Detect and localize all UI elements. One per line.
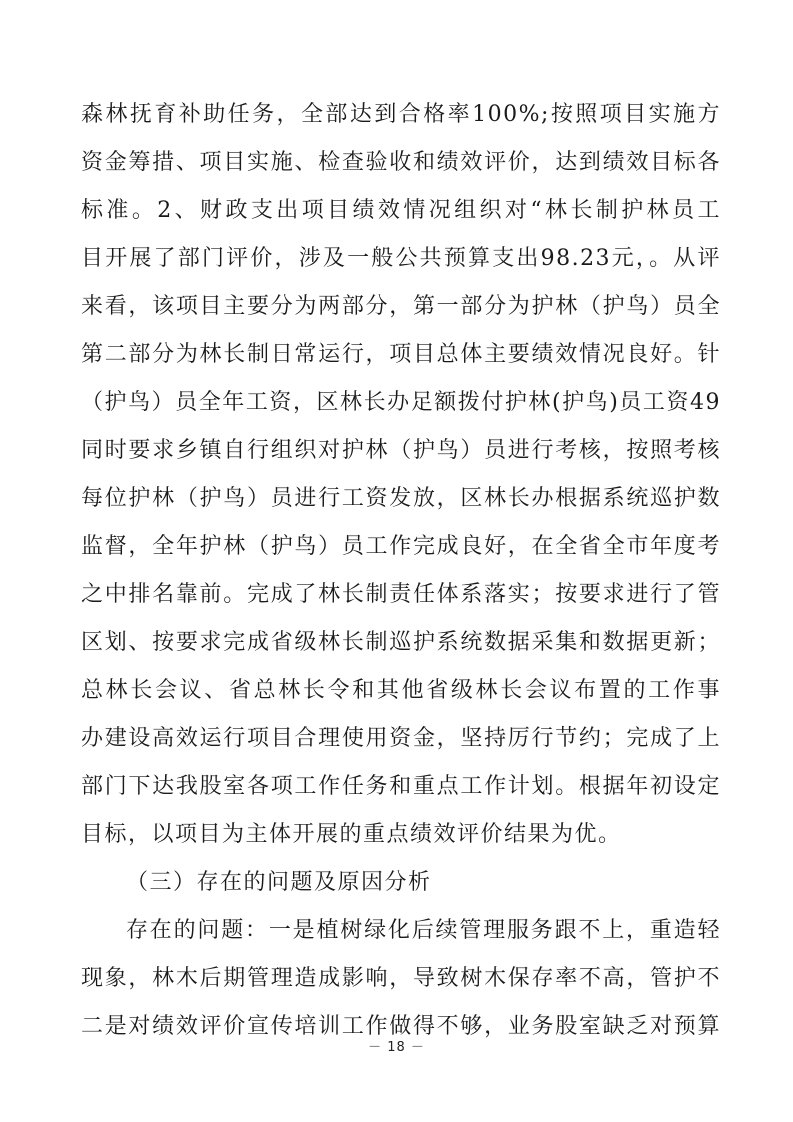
paragraph-line: 同时要求乡镇自行组织对护林（护鸟）员进行考核，按照考核 — [81, 438, 721, 463]
paragraph-line: 之中排名靠前。完成了林长制责任体系落实；按要求进行了管 — [81, 582, 721, 607]
page-number: － 18 － — [368, 1040, 425, 1055]
paragraph-line: 现象，林木后期管理造成影响，导致树木保存率不高，管护不 — [81, 966, 721, 991]
paragraph-line: 部门下达我股室各项工作任务和重点工作计划。根据年初设定 — [81, 774, 721, 799]
paragraph-line: 监督，全年护林（护鸟）员工作完成良好，在全省全市年度考 — [81, 534, 721, 559]
paragraph-line: （护鸟）员全年工资，区林长办足额拨付护林(护鸟)员工资49 — [81, 390, 721, 415]
paragraph-line: 目标，以项目为主体开展的重点绩效评价结果为优。 — [81, 822, 622, 847]
paragraph-line: 二是对绩效评价宣传培训工作做得不够，业务股室缺乏对预算 — [81, 1014, 721, 1039]
paragraph-line: 标准。2、财政支出项目绩效情况组织对“林长制护林员工 — [81, 198, 721, 223]
paragraph-line: 每位护林（护鸟）员进行工资发放，区林长办根据系统巡护数 — [81, 486, 721, 511]
paragraph-line: 资金筹措、项目实施、检查验收和绩效评价，达到绩效目标各 — [81, 150, 721, 175]
paragraph-line: 森林抚育补助任务，全部达到合格率100%;按照项目实施方 — [81, 102, 721, 127]
paragraph-line: 存在的问题：一是植树绿化后续管理服务跟不上，重造轻 — [126, 918, 721, 943]
paragraph-line: 总林长会议、省总林长令和其他省级林长会议布置的工作事 — [81, 678, 721, 703]
paragraph-line: 区划、按要求完成省级林长制巡护系统数据采集和数据更新； — [81, 630, 721, 655]
paragraph-line: 目开展了部门评价，涉及一般公共预算支出98.23元，。从评 — [81, 246, 721, 271]
paragraph-line: 第二部分为林长制日常运行，项目总体主要绩效情况良好。针 — [81, 342, 721, 367]
paragraph-line: 办建设高效运行项目合理使用资金，坚持厉行节约；完成了上 — [81, 726, 721, 751]
section-heading: （三）存在的问题及原因分析 — [126, 870, 432, 895]
paragraph-line: 来看，该项目主要分为两部分，第一部分为护林（护鸟）员全 — [81, 294, 721, 319]
